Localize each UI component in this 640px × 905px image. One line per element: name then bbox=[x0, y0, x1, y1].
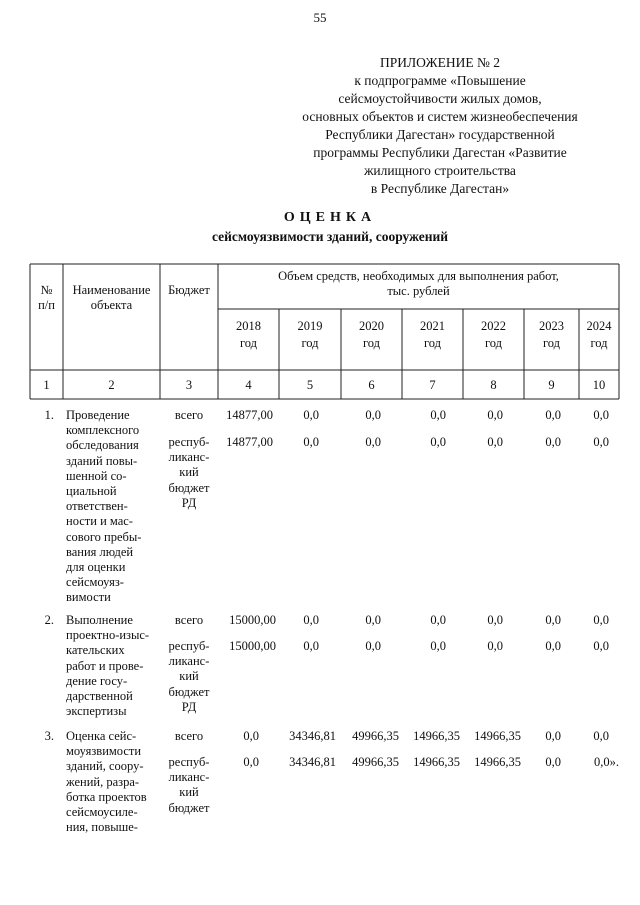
value-total: 0,0 bbox=[303, 408, 319, 422]
value-republic: 0,0 bbox=[487, 435, 503, 449]
value-republic: 0,0 bbox=[545, 435, 561, 449]
value-total: 14966,35 bbox=[413, 729, 460, 743]
value-total: 14966,35 bbox=[474, 729, 521, 743]
value-total: 14877,00 bbox=[226, 408, 273, 422]
appendix-line: сейсмоустойчивости жилых домов, bbox=[338, 91, 542, 106]
row-number: 1. bbox=[44, 408, 54, 422]
value-total: 0,0 bbox=[243, 729, 259, 743]
appendix-line: ПРИЛОЖЕНИЕ № 2 bbox=[379, 55, 501, 70]
row-number: 2. bbox=[44, 613, 54, 627]
header-year: 2024 год bbox=[586, 319, 612, 350]
row-number: 3. bbox=[44, 729, 54, 743]
value-republic: 0,0 bbox=[303, 639, 319, 653]
value-republic: 0,0 bbox=[593, 435, 609, 449]
value-total: 0,0 bbox=[593, 729, 609, 743]
appendix-line: жилищного строительства bbox=[364, 163, 516, 178]
column-number: 8 bbox=[490, 378, 497, 392]
value-republic: 0,0». bbox=[594, 755, 619, 769]
value-total: 0,0 bbox=[487, 613, 503, 627]
document-subtitle: сейсмоуязвимости зданий, сооружений bbox=[211, 229, 449, 244]
column-number: 2 bbox=[108, 378, 115, 392]
value-total: 34346,81 bbox=[289, 729, 336, 743]
value-republic: 0,0 bbox=[545, 755, 561, 769]
value-total: 0,0 bbox=[365, 408, 381, 422]
header-year: 2019 год bbox=[297, 319, 323, 350]
header-num: № п/п bbox=[38, 283, 55, 313]
value-total: 0,0 bbox=[593, 408, 609, 422]
budget-total-label: всего bbox=[174, 729, 204, 743]
appendix-line: к подпрограмме «Повышение bbox=[354, 73, 526, 88]
value-republic: 0,0 bbox=[487, 639, 503, 653]
value-republic: 0,0 bbox=[430, 639, 446, 653]
column-number: 9 bbox=[548, 378, 555, 392]
value-total: 0,0 bbox=[593, 613, 609, 627]
object-name: Проведение комплексного обследования зданий повы- шенной со- циальной ответствен- ности и мас- сового пребы- вания людей для оценки сейсмоуяз- вимости bbox=[66, 408, 142, 605]
value-republic: 0,0 bbox=[365, 639, 381, 653]
value-republic: 0,0 bbox=[303, 435, 319, 449]
appendix-line: в Республике Дагестан» bbox=[370, 181, 510, 196]
column-number: 4 bbox=[245, 378, 252, 392]
value-republic: 0,0 bbox=[545, 639, 561, 653]
header-budget: Бюджет bbox=[168, 283, 210, 297]
value-total: 0,0 bbox=[545, 408, 561, 422]
value-total: 49966,35 bbox=[352, 729, 399, 743]
column-number: 1 bbox=[43, 378, 50, 392]
value-republic: 14966,35 bbox=[474, 755, 521, 769]
column-number: 6 bbox=[368, 378, 375, 392]
budget-republic-label: респуб- ликанс- кий бюджет РД bbox=[168, 639, 210, 714]
object-name: Оценка сейс- моуязвимости зданий, соору- жений, разра- ботка проектов сейсмоусиле- ния, повыше- bbox=[66, 729, 147, 835]
budget-republic-label: респуб- ликанс- кий бюджет bbox=[168, 755, 210, 815]
appendix-line: Республики Дагестан» государственной bbox=[325, 127, 555, 142]
budget-republic-label: респуб- ликанс- кий бюджет РД bbox=[168, 435, 210, 510]
value-total: 15000,00 bbox=[229, 613, 276, 627]
column-number: 10 bbox=[592, 378, 606, 392]
header-year: 2018 год bbox=[236, 319, 261, 350]
value-republic: 0,0 bbox=[243, 755, 259, 769]
value-republic: 0,0 bbox=[365, 435, 381, 449]
object-name: Выполнение проектно-изыс- кательских работ и прове- дение госу- дарственной экспертизы bbox=[66, 613, 150, 719]
appendix-line: программы Республики Дагестан «Развитие bbox=[313, 145, 567, 160]
value-republic: 14966,35 bbox=[413, 755, 460, 769]
header-year: 2020 год bbox=[359, 319, 384, 350]
page-number: 55 bbox=[313, 10, 327, 25]
column-number: 7 bbox=[429, 378, 436, 392]
value-republic: 49966,35 bbox=[352, 755, 399, 769]
value-total: 0,0 bbox=[430, 613, 446, 627]
value-republic: 0,0 bbox=[593, 639, 609, 653]
column-number: 5 bbox=[306, 378, 314, 392]
header-year: 2022 год bbox=[481, 319, 506, 350]
value-republic: 0,0 bbox=[430, 435, 446, 449]
value-republic: 14877,00 bbox=[226, 435, 273, 449]
header-year: 2021 год bbox=[420, 319, 445, 350]
value-republic: 15000,00 bbox=[229, 639, 276, 653]
value-total: 0,0 bbox=[430, 408, 446, 422]
column-number: 3 bbox=[185, 378, 193, 392]
value-total: 0,0 bbox=[487, 408, 503, 422]
header-name: Наименование объекта bbox=[72, 283, 151, 313]
value-total: 0,0 bbox=[545, 613, 561, 627]
value-total: 0,0 bbox=[545, 729, 561, 743]
header-year: 2023 год bbox=[539, 319, 564, 350]
appendix-line: основных объектов и систем жизнеобеспечения bbox=[302, 109, 578, 124]
document-title: ОЦЕНКА bbox=[283, 210, 377, 225]
value-total: 0,0 bbox=[365, 613, 381, 627]
budget-total-label: всего bbox=[174, 408, 204, 422]
value-republic: 34346,81 bbox=[289, 755, 336, 769]
budget-total-label: всего bbox=[174, 613, 204, 627]
value-total: 0,0 bbox=[303, 613, 319, 627]
header-funding: Объем средств, необходимых для выполнения работ, тыс. рублей bbox=[278, 269, 559, 299]
